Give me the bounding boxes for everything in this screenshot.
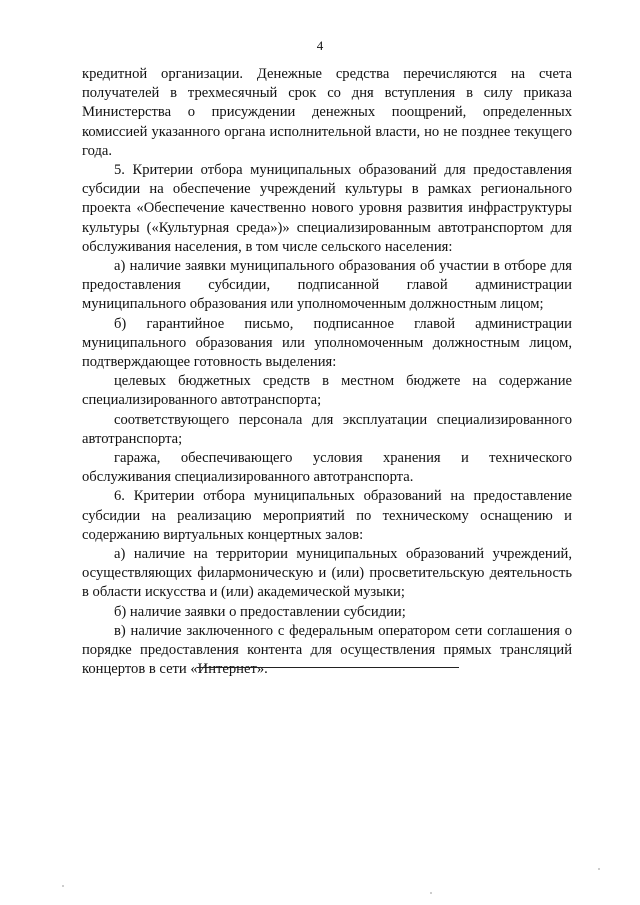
paragraph-continuation: кредитной организации. Денежные средства перечисляются на счета получателей в трехмесячный срок со дня вступления в силу приказа Министерства о присуждении денежных поощрений, определенных комиссией указанного органа исполнительной власти, но не позднее текущего года.: [82, 66, 572, 159]
scan-speck: [62, 885, 64, 887]
paragraph-garage: гаража, обеспечивающего условия хранения и технического обслуживания специализированного автотранспорта.: [82, 450, 572, 486]
scan-speck: [598, 868, 600, 870]
scan-speck: [430, 892, 432, 894]
paragraph-personnel: соответствующего персонала для эксплуатации специализированного автотранспорта;: [82, 411, 572, 447]
page-number: 4: [316, 38, 324, 53]
paragraph-criteria-5-b: б) гарантийное письмо, подписанное главой администрации муниципального образования или уполномоченным должностным лицом, подтверждающее готовность выделения:: [82, 315, 572, 371]
end-separator-line: [197, 667, 459, 668]
paragraph-criteria-6: 6. Критерии отбора муниципальных образований на предоставление субсидии на реализацию мероприятий по техническому оснащению и содержанию виртуальных концертных залов:: [82, 488, 572, 543]
document-body: [82, 65, 572, 680]
paragraph-criteria-5: 5. Критерии отбора муниципальных образований для предоставления субсидии на обеспечение учреждений культуры в рамках регионального проекта «Обеспечение качественно нового уровня развития инфраструктуры культуры («Культурная среда»)» специализированным автотранспортом для обслуживания населения, в том числе сельского населения:: [82, 162, 572, 255]
paragraph-criteria-5-a: а) наличие заявки муниципального образования об участии в отборе для предоставления субсидии, подписанной главой администрации муниципального образования или уполномоченным должностным лицом;: [82, 258, 572, 313]
paragraph-budget-funds: целевых бюджетных средств в местном бюджете на содержание специализированного автотранспорта;: [82, 373, 572, 409]
paragraph-criteria-6-b: б) наличие заявки о предоставлении субсидии;: [114, 603, 406, 620]
paragraph-criteria-6-a: а) наличие на территории муниципальных образований учреждений, осуществляющих филармоническую и (или) просветительскую деятельность в области искусства и (или) академической музыки;: [82, 546, 572, 601]
paragraph-criteria-6-c: в) наличие заключенного с федеральным оператором сети соглашения о порядке предоставления контента для осуществления прямых трансляций концертов в сети «Интернет».: [82, 622, 572, 678]
